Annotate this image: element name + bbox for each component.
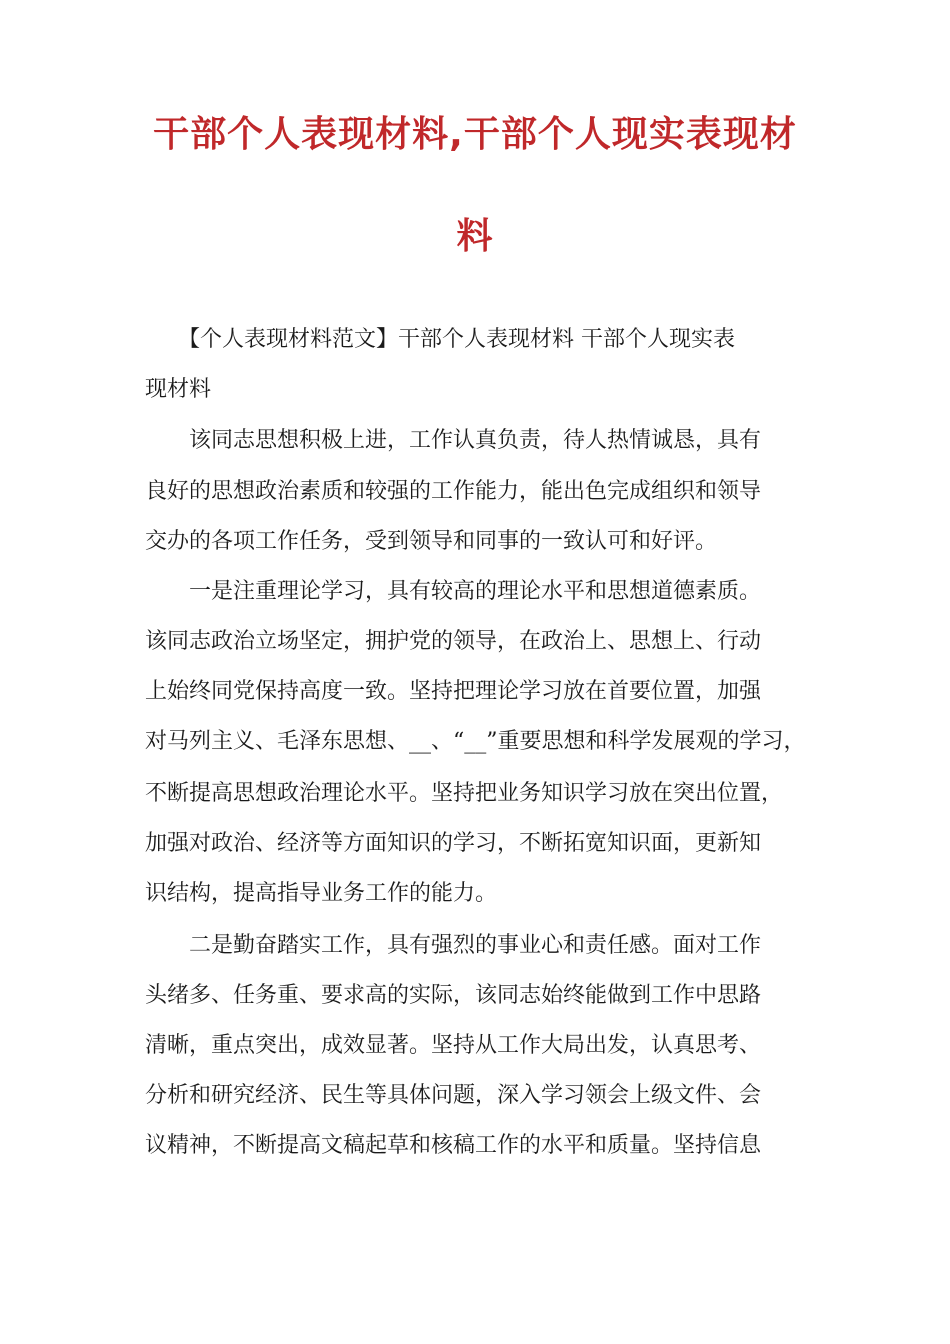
body-line: 清晰，重点突出，成效显著。坚持从工作大局出发，认真思考、	[145, 1033, 762, 1058]
body-line: 该同志政治立场坚定，拥护党的领导，在政治上、思想上、行动	[145, 629, 762, 654]
document-title-line-1: 干部个人表现材料,干部个人现实表现材	[153, 114, 797, 155]
body-line: 分析和研究经济、民生等具体问题，深入学习领会上级文件、会	[145, 1083, 762, 1108]
body-line: 现材料	[145, 377, 212, 402]
body-line: 上始终同党保持高度一致。坚持把理论学习放在首要位置，加强	[145, 679, 762, 704]
body-line: 该同志思想积极上进，工作认真负责，待人热情诚恳，具有	[145, 428, 762, 453]
body-line: 议精神，不断提高文稿起草和核稿工作的水平和质量。坚持信息	[145, 1133, 762, 1158]
body-line: 加强对政治、经济等方面知识的学习，不断拓宽知识面，更新知	[145, 831, 762, 856]
body-line: 一是注重理论学习，具有较高的理论水平和思想道德素质。	[145, 579, 762, 604]
body-line: 交办的各项工作任务，受到领导和同事的一致认可和好评。	[145, 529, 718, 554]
body-line: 对马列主义、毛泽东思想、__、“__”重要思想和科学发展观的学习，	[145, 729, 806, 754]
body-line: 良好的思想政治素质和较强的工作能力，能出色完成组织和领导	[145, 479, 762, 504]
body-line: 【个人表现材料范文】干部个人表现材料 干部个人现实表	[145, 327, 735, 352]
body-line: 不断提高思想政治理论水平。坚持把业务知识学习放在突出位置，	[145, 781, 784, 806]
body-line: 识结构，提高指导业务工作的能力。	[145, 881, 498, 906]
body-line: 头绪多、任务重、要求高的实际，该同志始终能做到工作中思路	[145, 983, 762, 1008]
body-line: 二是勤奋踏实工作，具有强烈的事业心和责任感。面对工作	[145, 933, 762, 958]
document-title-line-2: 料	[456, 216, 494, 257]
